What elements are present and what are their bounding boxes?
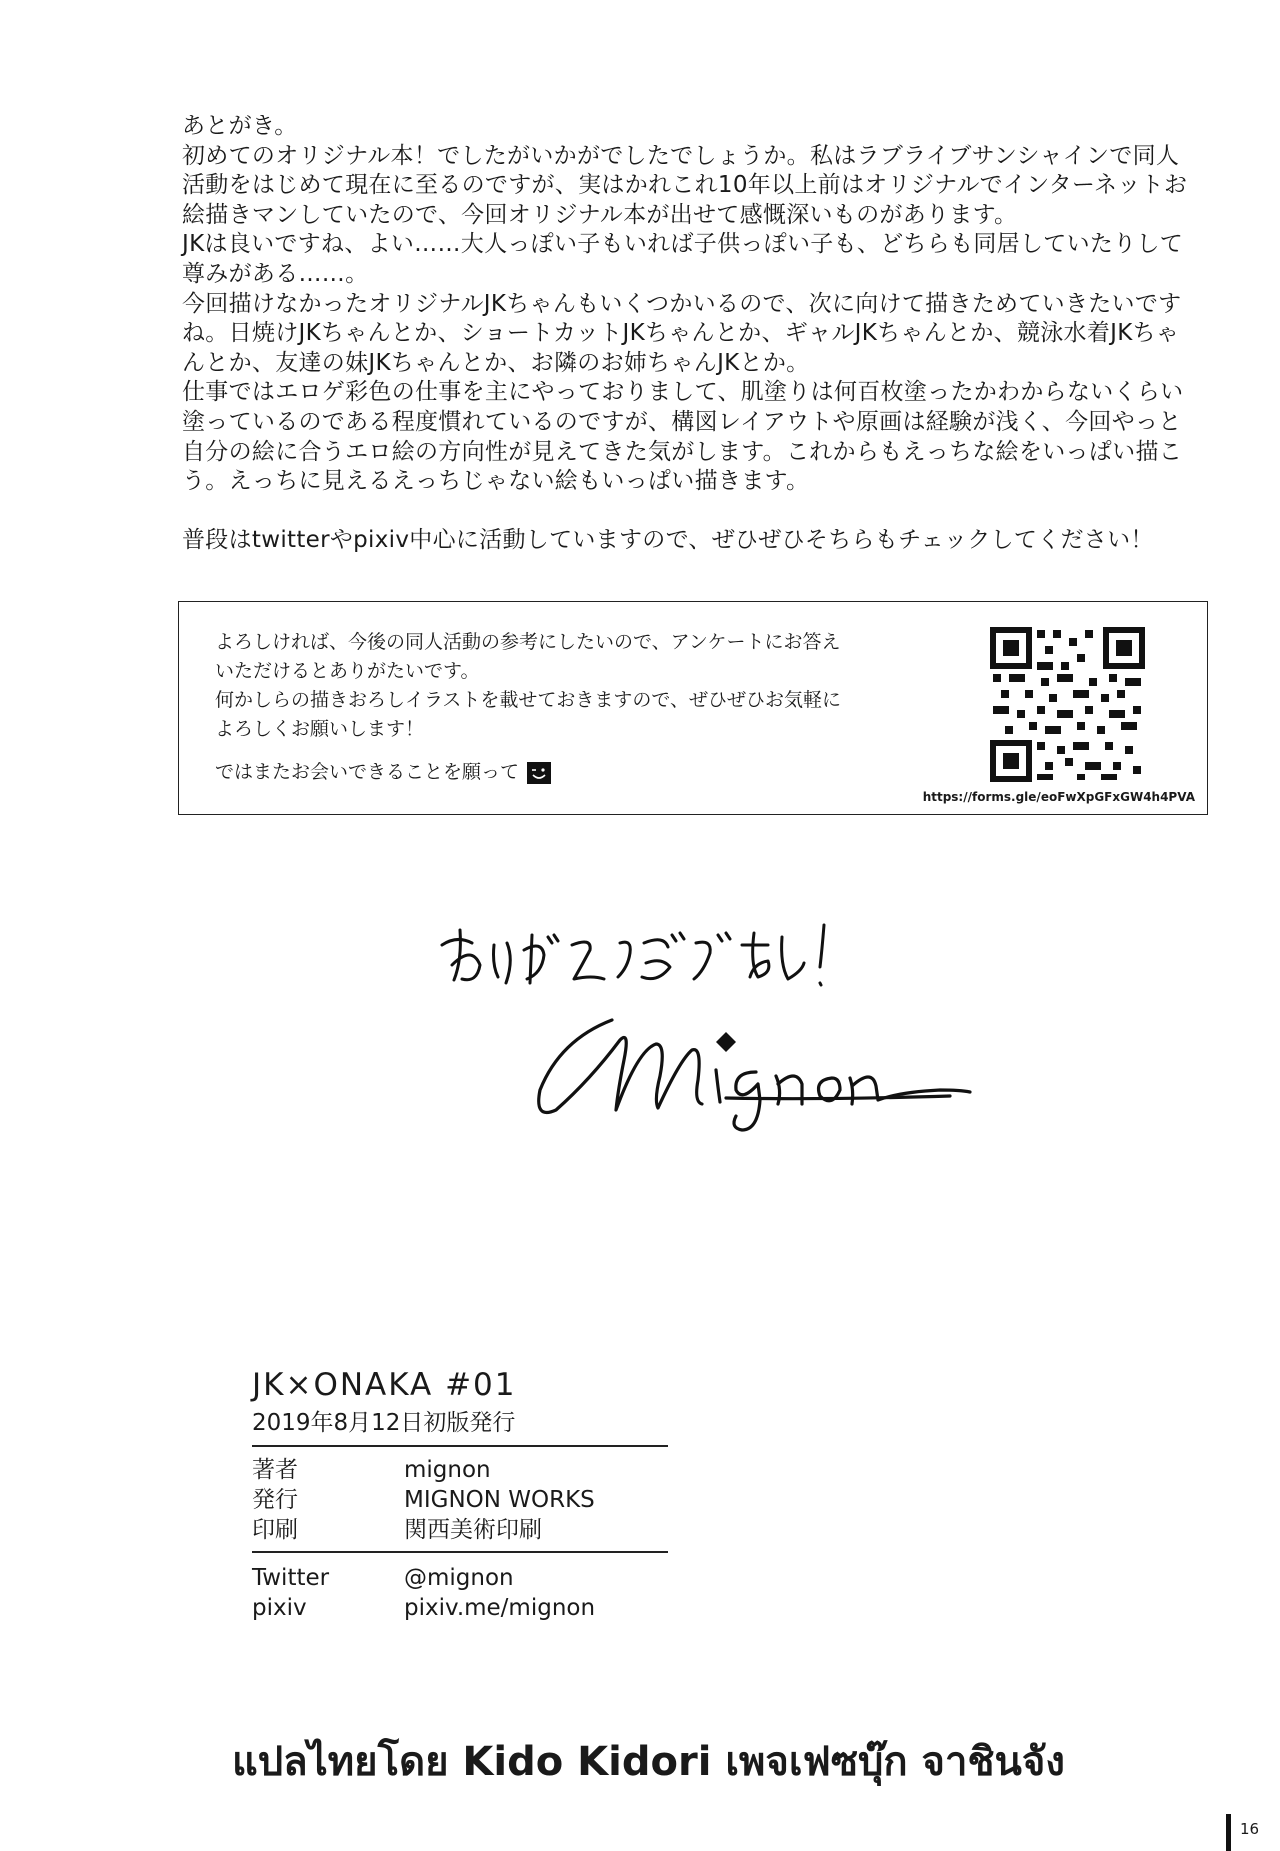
book-title: JK×ONAKA #01 (252, 1367, 517, 1403)
link-value[interactable]: pixiv.me/mignon (404, 1595, 596, 1621)
afterword-line: う。えっちに見えるえっちじゃない絵もいっぱい描きます。 (182, 468, 810, 495)
survey-line: いただけるとありがたいです。 (215, 660, 480, 682)
page-marker (1226, 1814, 1231, 1851)
survey-box (178, 601, 1208, 815)
page-number: 16 (1240, 1820, 1260, 1838)
afterword-line: んとか、友達の妹JKちゃんとか、お隣のお姉ちゃんJKとか。 (182, 349, 810, 376)
qr-code-icon[interactable] (985, 622, 1150, 787)
publish-date: 2019年8月12日初版発行 (252, 1410, 516, 1436)
credits-table (252, 1455, 672, 1545)
afterword-line: 初めてのオリジナル本！でしたがいかがでしたでしょうか。私はラブライブサンシャインで同人 (182, 142, 1180, 169)
survey-line: よろしくお願いします！ (215, 718, 425, 740)
credit-key: 発行 (252, 1487, 298, 1513)
afterword-line: 塗っているのである程度慣れているのですが、構図レイアウトや原画は経験が浅く、今回やっと (182, 408, 1182, 435)
afterword-line: ね。日焼けJKちゃんとか、ショートカットJKちゃんとか、ギャルJKちゃんとか、競泳水着JKちゃ (182, 320, 1180, 347)
survey-closing (215, 758, 935, 787)
afterword-line: JKは良いですね、よい……大人っぽい子もいれば子供っぽい子も、どちらも同居していたりして (182, 231, 1184, 258)
link-value[interactable]: @mignon (404, 1565, 514, 1591)
afterword-line: 活動をはじめて現在に至るのですが、実はかれこれ10年以上前はオリジナルでインターネットお (182, 172, 1188, 199)
survey-closing-text: ではまたお会いできることを願って (215, 761, 520, 783)
colophon (252, 1365, 672, 1623)
afterword-line: 仕事ではエロゲ彩色の仕事を主にやっておりまして、肌塗りは何百枚塗ったかわからないくらい (182, 379, 1184, 406)
credit-row (252, 1515, 672, 1545)
survey-line: 何かしらの描きおろしイラストを載せておきますので、ぜひぜひお気軽に (215, 689, 842, 711)
signature-handwriting (520, 980, 980, 1140)
afterword (182, 112, 1212, 555)
credit-value: 関西美術印刷 (404, 1517, 542, 1543)
afterword-line: あとがき。 (182, 113, 298, 139)
social-line: 普段はtwitterやpixiv中心に活動していますので、ぜひぜひそちらもチェックしてください！ (182, 526, 1154, 553)
wink-face-icon (527, 762, 551, 784)
translation-credit: แปลไทยโดย Kido Kidori เพจเฟซบุ๊ก จาชินจัง (232, 1739, 1065, 1785)
credit-row (252, 1485, 672, 1515)
afterword-line: 絵描きマンしていたので、今回オリジナル本が出せて感慨深いものがあります。 (182, 201, 1018, 228)
divider (252, 1445, 668, 1447)
credit-row (252, 1455, 672, 1485)
survey-url[interactable]: https://forms.gle/eoFwXpGFxGW4h4PVA (922, 790, 1195, 804)
link-row (252, 1593, 672, 1623)
credit-value: mignon (404, 1457, 491, 1483)
survey-line: よろしければ、今後の同人活動の参考にしたいので、アンケートにお答え (215, 631, 841, 653)
credit-key: 印刷 (252, 1517, 298, 1543)
afterword-line: 尊みがある……。 (182, 260, 369, 287)
links-table (252, 1563, 672, 1623)
divider (252, 1551, 668, 1553)
link-key: Twitter (252, 1565, 330, 1591)
afterword-line: 今回描けなかったオリジナルJKちゃんもいくつかいるので、次に向けて描きためていきたいです (182, 290, 1182, 317)
link-row (252, 1563, 672, 1593)
afterword-line: 自分の絵に合うエロ絵の方向性が見えてきた気がします。これからもえっちな絵をいっぱい描こ (182, 438, 1183, 465)
credit-key: 著者 (252, 1457, 298, 1483)
credit-value: MIGNON WORKS (404, 1487, 595, 1513)
survey-text (215, 628, 935, 787)
link-key: pixiv (252, 1595, 307, 1621)
